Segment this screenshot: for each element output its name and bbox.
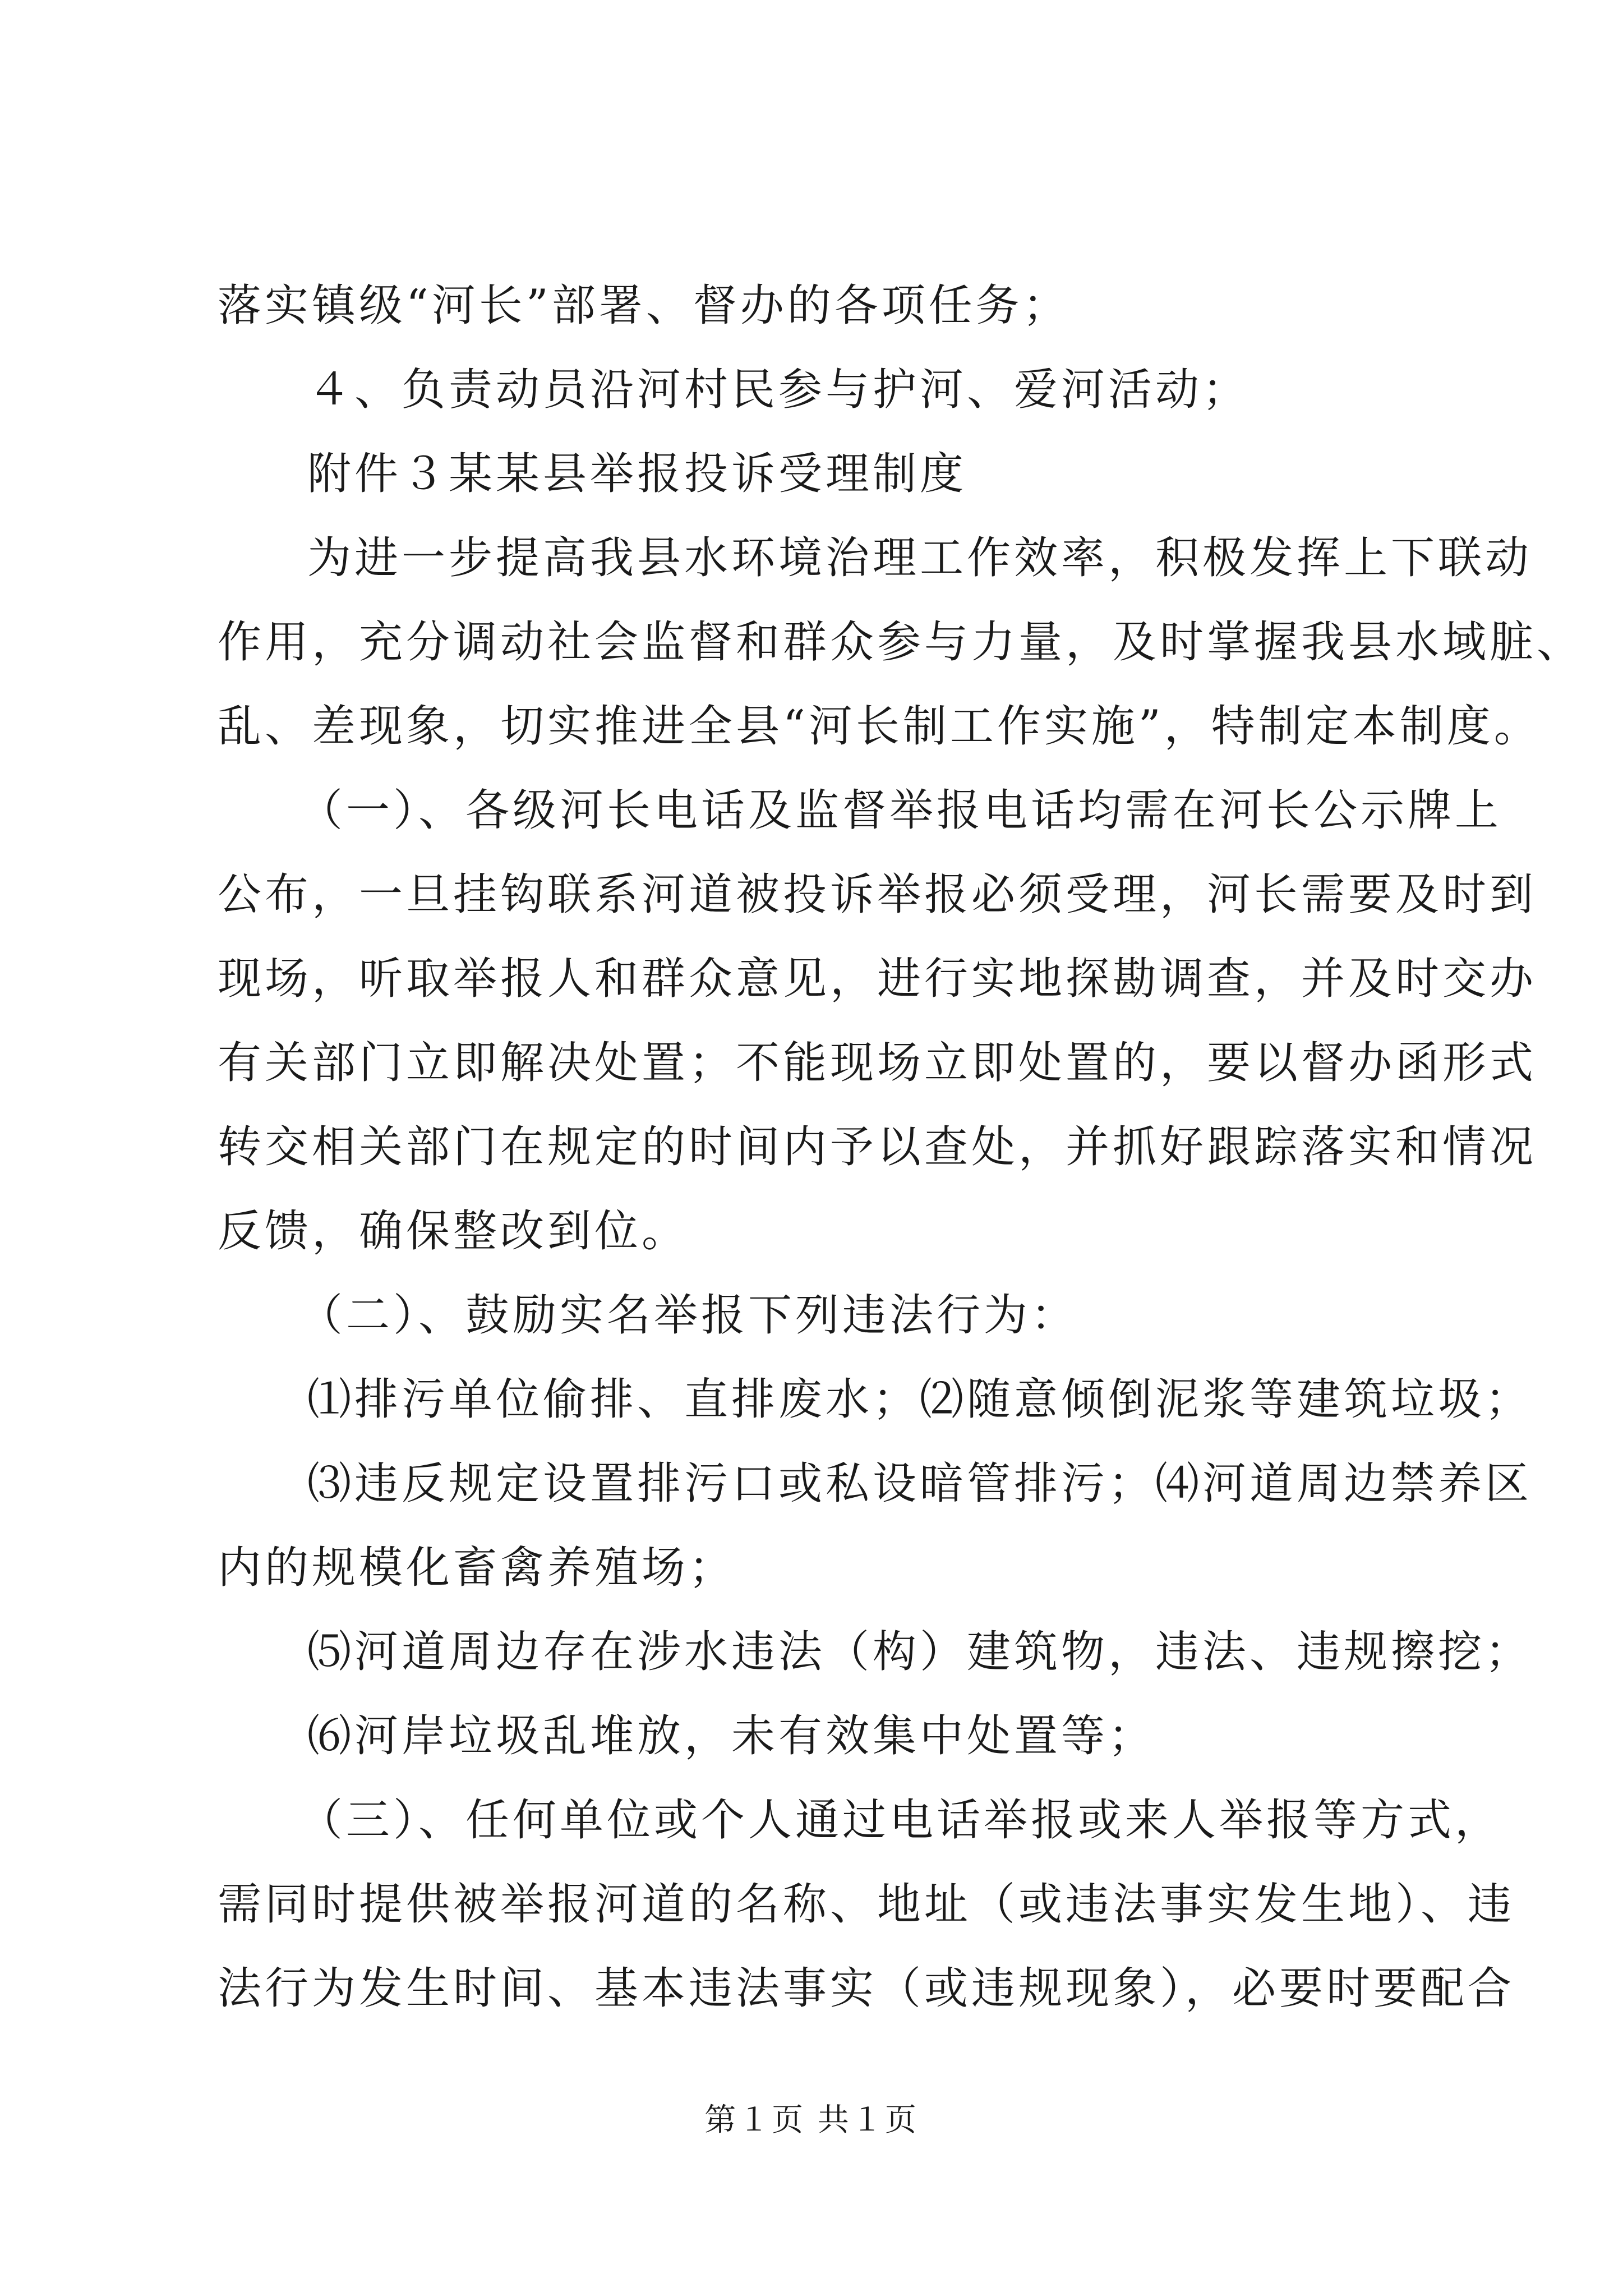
text-line: 需同时提供被举报河道的名称、地址（或违法事实发生地）、违 (218, 1879, 1515, 1930)
text-line: 落实镇级“河长”部署、督办的各项任务； (218, 280, 1070, 331)
text-line: 乱、差现象，切实推进全县“河长制工作实施”，特制定本制度。 (218, 701, 1541, 752)
text-line: （三）、任何单位或个人通过电话举报或来人举报等方式， (299, 1795, 1502, 1846)
text-line: ⑸河道周边存在涉水违法（构）建筑物，违法、违规擦挖； (307, 1627, 1533, 1677)
text-line: （二）、鼓励实名举报下列违法行为： (299, 1290, 1078, 1341)
text-line: 现场，听取举报人和群众意见，进行实地探勘调查，并及时交办 (218, 954, 1537, 1004)
text-line: 内的规模化畜禽养殖场； (218, 1543, 736, 1593)
page-number: 第１页 共１页 (704, 2102, 919, 2138)
text-line: ⑶违反规定设置排污口或私设暗管排污；⑷河道周边禁养区 (307, 1458, 1533, 1509)
text-line: （一）、各级河长电话及监督举报电话均需在河长公示牌上 (299, 785, 1502, 836)
document-body (218, 264, 1584, 2031)
text-line: 作用，充分调动社会监督和群众参与力量，及时掌握我县水域脏、 (218, 617, 1584, 668)
text-line: 公布，一旦挂钩联系河道被投诉举报必须受理，河长需要及时到 (218, 869, 1537, 920)
text-line: 转交相关部门在规定的时间内予以查处，并抓好跟踪落实和情况 (218, 1122, 1537, 1172)
text-line: ４、负责动员沿河村民参与护河、爱河活动； (307, 365, 1250, 415)
text-line: 有关部门立即解决处置；不能现场立即处置的，要以督办函形式 (218, 1038, 1537, 1088)
text-line: 反馈，确保整改到位。 (218, 1206, 689, 1257)
text-line: ⑴排污单位偷排、直排废水；⑵随意倾倒泥浆等建筑垃圾； (307, 1374, 1533, 1425)
text-line: 法行为发生时间、基本违法事实（或违规现象），必要时要配合 (218, 1963, 1515, 2014)
text-line: 附件３某某县举报投诉受理制度 (307, 449, 967, 499)
page-footer (0, 2101, 1623, 2140)
text-line: 为进一步提高我县水环境治理工作效率，积极发挥上下联动 (307, 533, 1533, 583)
text-line: ⑹河岸垃圾乱堆放，未有效集中处置等； (307, 1711, 1156, 1761)
